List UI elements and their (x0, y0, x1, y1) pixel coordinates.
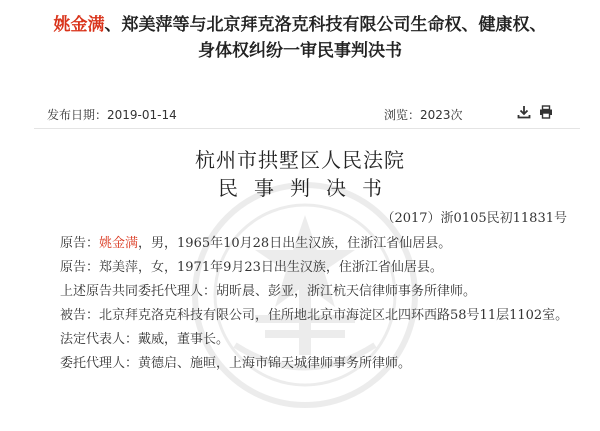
paragraph-legal-rep: 法定代表人：戴威，董事长。 (60, 332, 230, 347)
publish-date (47, 106, 177, 123)
views-label: 浏览： (384, 108, 421, 122)
title-line-1 (0, 12, 600, 38)
meta-bar (0, 103, 600, 125)
title-line-2: 身体权纠纷一审民事判决书 (198, 41, 402, 61)
document-type: 民事判决书 (218, 176, 398, 200)
document-body (60, 232, 570, 376)
document-title (0, 12, 600, 64)
action-icons (517, 105, 553, 119)
view-count (384, 106, 463, 123)
paragraph-agents: 上述原告共同委托代理人：胡昕晨、彭亚，浙江杭天信律师事务所律师。 (60, 284, 477, 299)
download-icon[interactable] (517, 105, 531, 119)
court-name: 杭州市拱墅区人民法院 (195, 148, 405, 172)
paragraph-plaintiff-1 (60, 232, 570, 256)
views-value: 2023次 (420, 108, 463, 122)
title-rest: 、郑美萍等与北京拜克洛克科技有限公司生命权、健康权、 (104, 15, 547, 35)
plaintiff-1-name: 姚金满 (99, 236, 139, 251)
paragraph-plaintiff-2: 原告：郑美萍，女，1971年9月23日出生汉族，住浙江省仙居县。 (60, 260, 443, 275)
paragraph-defendant-agents: 委托代理人：黄德启、施晅，上海市锦天城律师事务所律师。 (60, 356, 412, 371)
plaintiff-1-label: 原告： (60, 236, 100, 251)
title-highlight-name: 姚金满 (53, 15, 105, 35)
divider (34, 128, 580, 129)
publish-label: 发布日期： (47, 108, 108, 122)
case-number: （2017）浙0105民初11831号 (381, 211, 567, 226)
print-icon[interactable] (539, 105, 553, 119)
plaintiff-1-rest: ，男，1965年10月28日出生汉族，住浙江省仙居县。 (138, 236, 452, 251)
publish-date-value: 2019-01-14 (107, 108, 177, 122)
paragraph-defendant: 被告：北京拜克洛克科技有限公司，住所地北京市海淀区北四环西路58号11层1102室。 (60, 308, 569, 323)
